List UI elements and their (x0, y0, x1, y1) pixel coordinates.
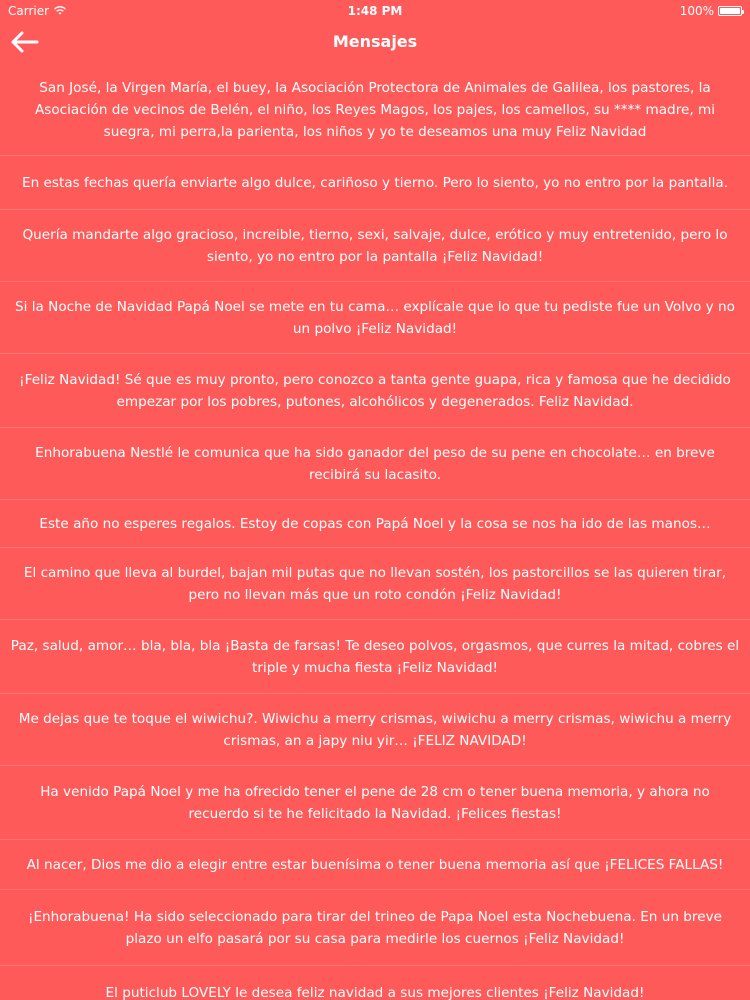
message-text: Quería mandarte algo gracioso, increible, tierno, sexi, salvaje, dulce, erótico y muy entretenido, pero lo siento, yo no entro por la pantalla ¡Feliz Navidad! (22, 226, 728, 265)
message-row[interactable] (0, 210, 750, 282)
status-left (8, 4, 67, 18)
message-text: En estas fechas quería enviarte algo dulce, cariñoso y tierno. Pero lo siento, yo no entro por la pantalla. (21, 174, 729, 191)
wifi-icon (53, 4, 67, 18)
message-text: El puticlub LOVELY le desea feliz navidad a sus mejores clientes ¡Feliz Navidad! (105, 984, 645, 1000)
message-row[interactable] (0, 766, 750, 840)
message-text: Si la Noche de Navidad Papá Noel se mete en tu cama… explícale que lo que tu pediste fue un Volvo y no un polvo ¡Feliz Navidad! (15, 298, 735, 337)
message-text: Me dejas que te toque el wiwichu?. Wiwichu a merry crismas, wiwichu a merry crismas, wiwichu a merry crismas, an a japy niu yir… ¡FELIZ NAVIDAD! (18, 710, 732, 749)
message-row[interactable] (0, 840, 750, 890)
message-row[interactable] (0, 694, 750, 766)
message-text: Este año no esperes regalos. Estoy de copas con Papá Noel y la cosa se nos ha ido de las manos… (39, 515, 711, 532)
status-bar (0, 0, 750, 22)
nav-bar (0, 22, 750, 64)
status-time: 1:48 PM (347, 4, 403, 18)
battery-fill (720, 8, 740, 14)
message-row[interactable] (0, 428, 750, 500)
message-list[interactable] (0, 64, 750, 1000)
message-row[interactable] (0, 966, 750, 1000)
message-row[interactable] (0, 64, 750, 156)
message-row[interactable] (0, 354, 750, 428)
message-row[interactable] (0, 890, 750, 966)
message-text: Al nacer, Dios me dio a elegir entre estar buenísima o tener buena memoria así que ¡FELICES FALLAS! (26, 856, 724, 873)
message-text: Enhorabuena Nestlé le comunica que ha sido ganador del peso de su pene en chocolate… en breve recibirá su lacasito. (35, 444, 715, 483)
battery-percent: 100% (679, 4, 714, 18)
carrier-label: Carrier (8, 4, 50, 18)
message-text: ¡Enhorabuena! Ha sido seleccionado para tirar del trineo de Papa Noel esta Nochebuena. En un breve plazo un elfo pasará por su casa para medirle los cuernos ¡Feliz Navidad! (28, 908, 722, 947)
message-row[interactable] (0, 282, 750, 354)
message-text: Paz, salud, amor… bla, bla, bla ¡Basta de farsas! Te deseo polvos, orgasmos, que curres la mitad, cobres el triple y mucha fiesta ¡Feliz Navidad! (10, 637, 740, 676)
message-text: ¡Feliz Navidad! Sé que es muy pronto, pero conozco a tanta gente guapa, rica y famosa que he decidido empezar por los pobres, putones, alcohólicos y degenerados. Feliz Navidad. (19, 371, 731, 410)
message-row[interactable] (0, 500, 750, 548)
message-row[interactable] (0, 156, 750, 210)
battery-icon (718, 6, 742, 16)
message-text: San José, la Virgen María, el buey, la Asociación Protectora de Animales de Galilea, los pastores, la Asociación de vecinos de Belén, el niño, los Reyes Magos, los pajes, los camellos, su **** madre, mi suegra, mi perra,la parienta, los niños y yo te deseamos una muy Feliz Navidad (34, 79, 716, 140)
status-right (680, 4, 742, 18)
message-row[interactable] (0, 548, 750, 620)
page-title: Mensajes (332, 32, 418, 51)
message-text: El camino que lleva al burdel, bajan mil putas que no llevan sostén, los pastorcillos se las quieren tirar, pero no llevan más que un roto condón ¡Feliz Navidad! (23, 564, 727, 603)
message-text: Ha venido Papá Noel y me ha ofrecido tener el pene de 28 cm o tener buena memoria, y ahora no recuerdo si te he felicitado la Navidad. ¡Felices fiestas! (40, 783, 710, 822)
message-row[interactable] (0, 620, 750, 694)
